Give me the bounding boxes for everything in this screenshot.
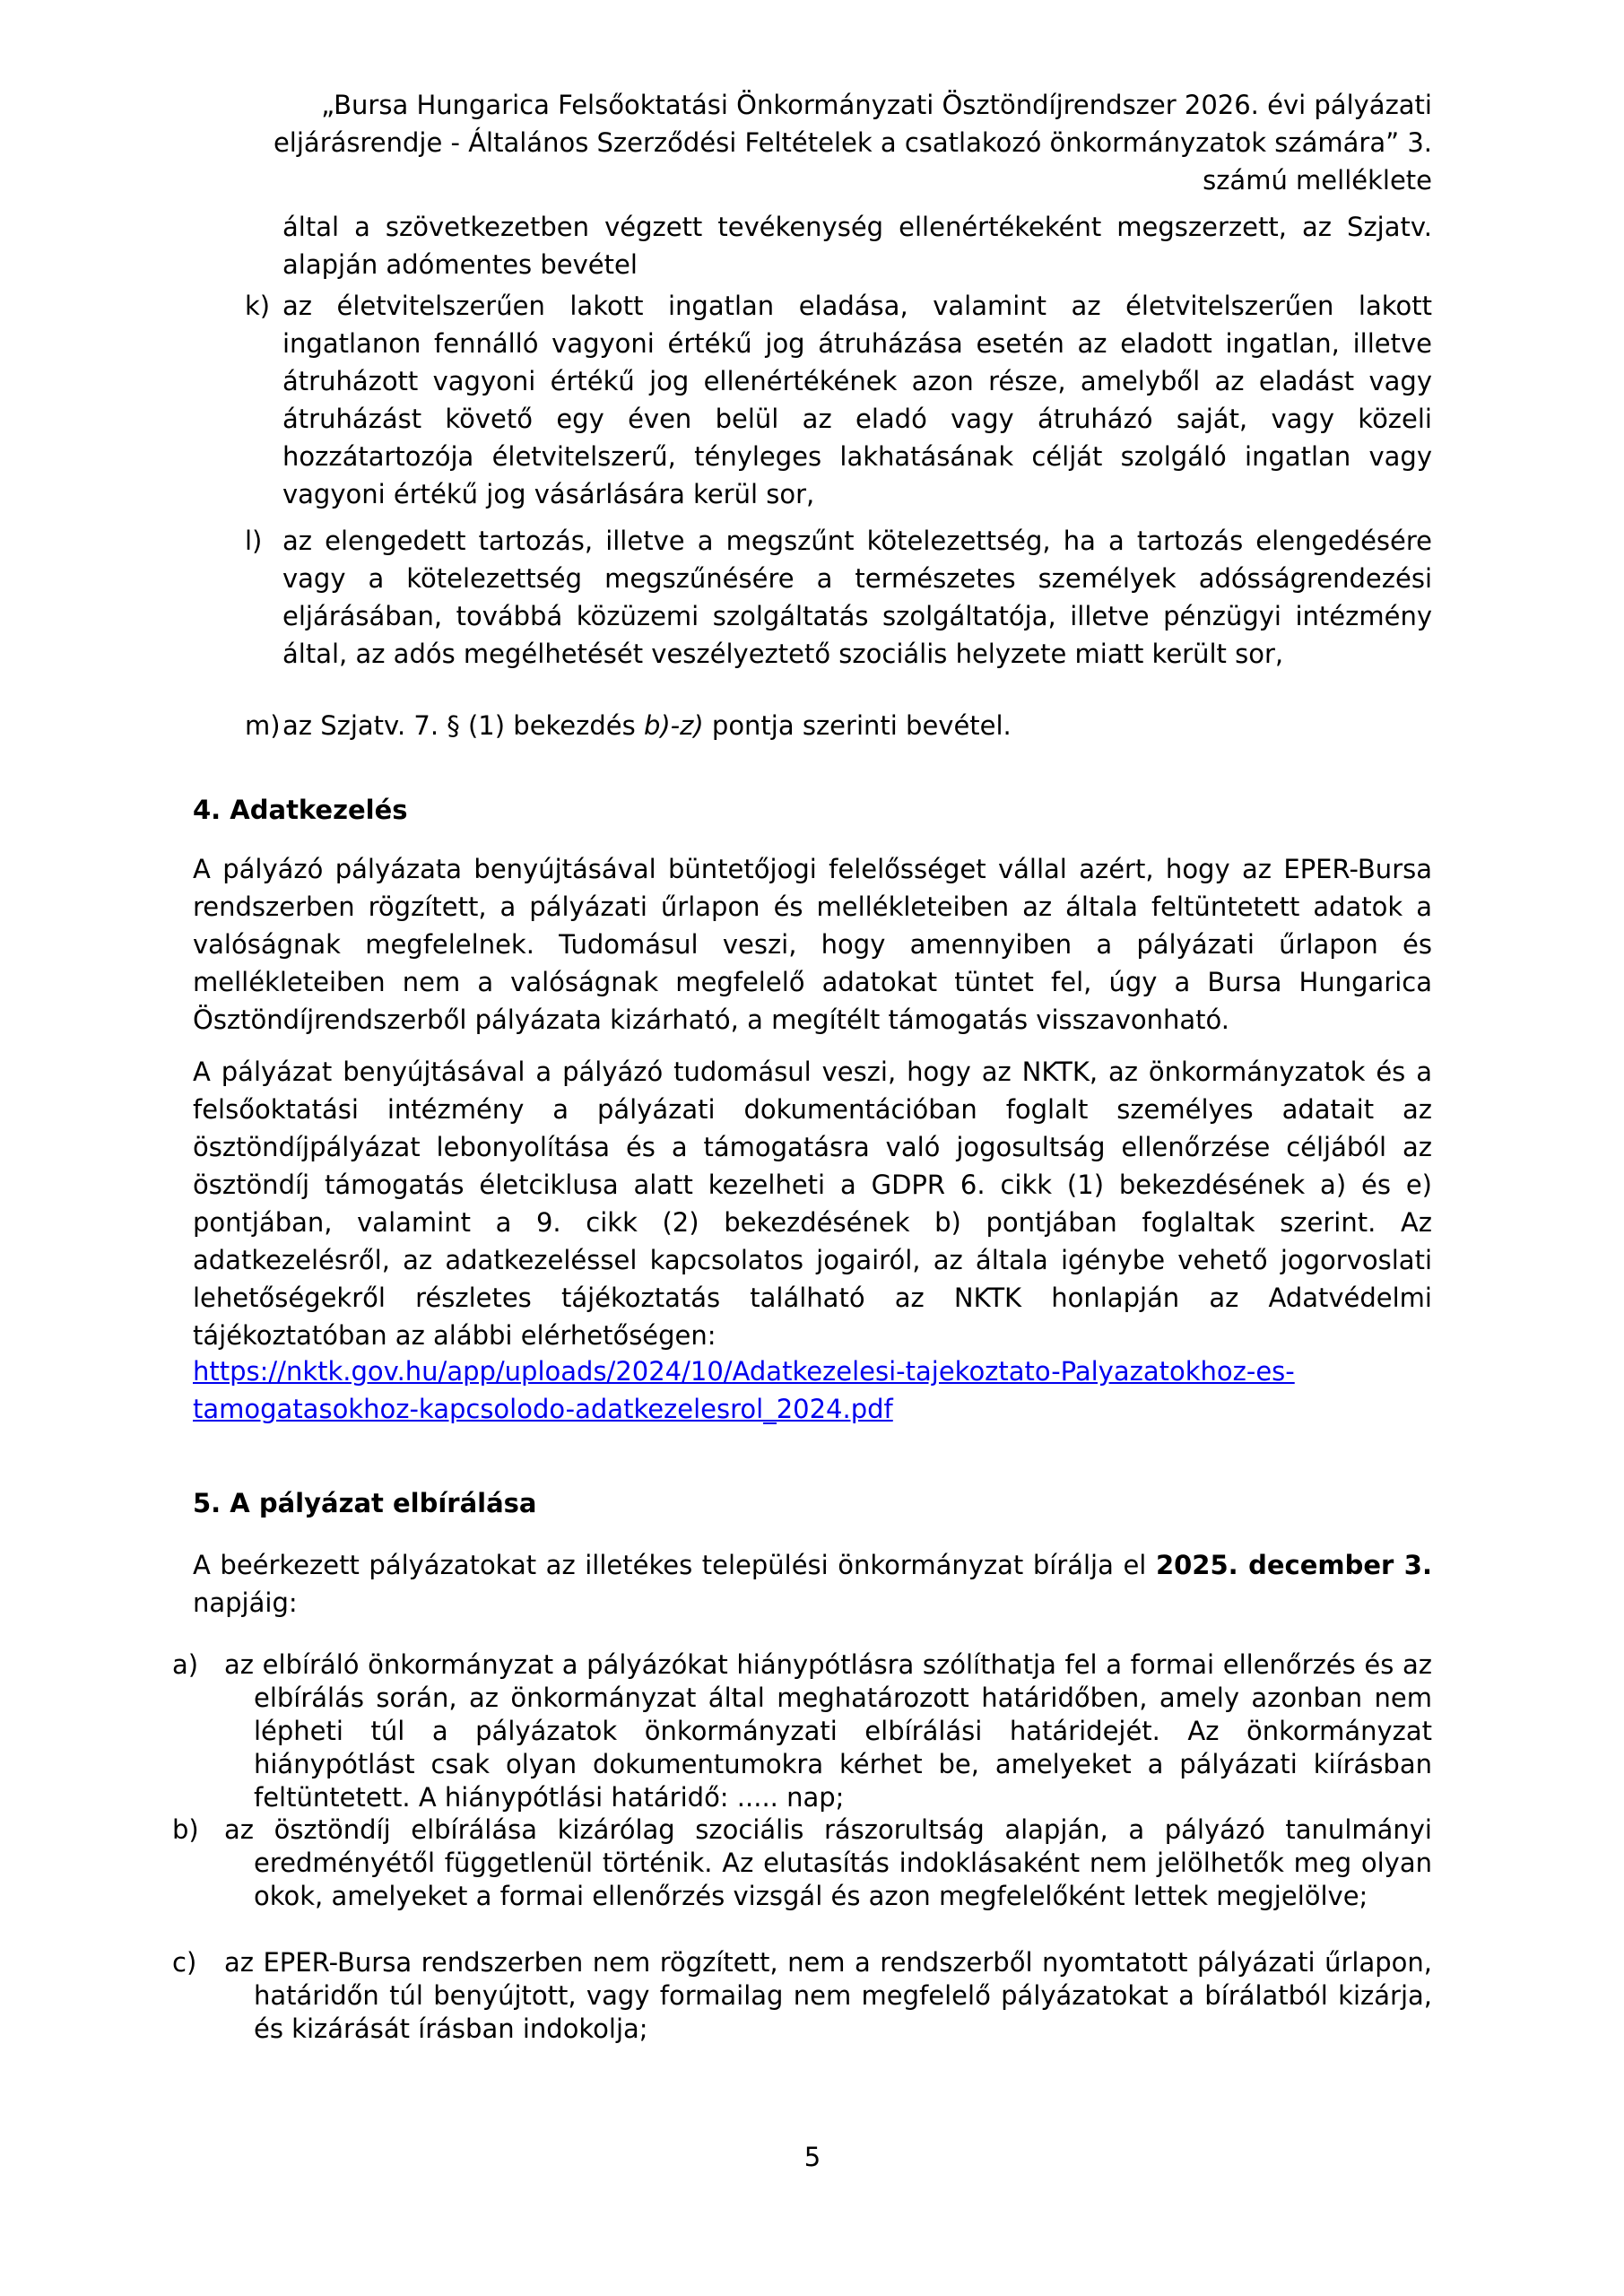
section5-intro-post: napjáig: [193,1587,298,1618]
list-item-a-text: az elbíráló önkormányzat a pályázókat hiánypótlásra szólíthatja fel a formai ellenőrzés és az elbírálás során, az önkormányzat által meghatározott határidőben, amely azonban nem lépheti túl a pályázatok önkormányzati elbírálási határidejét. Az önkormányzat hiánypótlást csak olyan dokumentumokra kérhet be, amelyeket a pályázati kiírásban feltüntetett. A hiánypótlási határidő: ..... nap; [224,1649,1432,1813]
list-item-m-text [282,710,1012,741]
continuation-paragraph: által a szövetkezetben végzett tevékenység ellenértékeként megszerzett, az Szjatv. alapján adómentes bevétel [282,212,1432,280]
list-item-l-text: az elengedett tartozás, illetve a megszűnt kötelezettség, ha a tartozás elengedésére vagy a kötelezettség megszűnésére a természetes személyek adósságrendezési eljárásában, továbbá közüzemi szolgáltatás szolgáltatója, illetve pénzügyi intézmény által, az adós megélhetését veszélyeztető szociális helyzete miatt került sor, [282,526,1432,669]
list-item-m-text-pre: az Szjatv. 7. § (1) bekezdés [282,710,644,741]
list-item-a: a) az elbíráló önkormányzat a pályázókat hiánypótlásra szólíthatja fel a formai ellenőrzés és az elbírálás során, az önkormányzat által meghatározott határidőben, amely azonban nem lépheti túl a pályázatok önkormányzati elbírálási határidejét. Az önkormányzat hiánypótlást csak olyan dokumentumokra kérhet be, amelyeket a pályázati kiírásban feltüntetett. A hiánypótlási határidő: ..... nap; [172,1649,1432,1813]
section4-paragraph-2: A pályázat benyújtásával a pályázó tudomásul veszi, hogy az NKTK, az önkormányzatok és a felsőoktatási intézmény a pályázati dokumentációban foglalt személyes adatait az ösztöndíjpályázat lebonyolítása és a támogatásra való jogosultság ellenőrzése céljából az ösztöndíj támogatás életciklusa alatt kezelheti a GDPR 6. cikk (1) bekezdésének a) és e) pontjában, valamint a 9. cikk (2) bekezdésének b) pontjában foglaltak szerint. Az adatkezelésről, az adatkezeléssel kapcsolatos jogairól, az általa igénybe vehető jogorvoslati lehetőségekről részletes tájékoztatás található az NKTK honlapján az Adatvédelmi tájékoztatóban az alábbi elérhetőségen: [193,1057,1432,1351]
section5-deadline: 2025. december 3. [1155,1550,1432,1580]
section5-intro-pre: A beérkezett pályázatokat az illetékes települési önkormányzat bírálja el [193,1550,1156,1580]
list-item-l [193,522,1432,673]
document-header: „Bursa Hungarica Felsőoktatási Önkormányzati Ösztöndíjrendszer 2026. évi pályázati eljárásrendje - Általános Szerződési Feltételek a csatlakozó önkormányzatok számára” 3. számú melléklete [273,90,1432,196]
list-item-b-text: az ösztöndíj elbírálása kizárólag szociális rászorultság alapján, a pályázó tanulmányi eredményétől függetlenül történik. Az elutasítás indoklásaként nem jelölhetők meg olyan okok, amelyeket a formai ellenőrzés vizsgál és azon megfelelőként lettek megjelölve; [224,1814,1432,1911]
list-item-c-text: az EPER-Bursa rendszerben nem rögzített, nem a rendszerből nyomtatott pályázati űrlapon, határidőn túl benyújtott, vagy formailag nem megfelelő pályázatokat a bírálatból kizárja, és kizárását írásban indokolja; [224,1947,1432,2044]
list-item-m-text-post: pontja szerinti bevétel. [703,710,1012,741]
list-marker-m: m) [245,710,281,741]
list-item-b: b) az ösztöndíj elbírálása kizárólag szociális rászorultság alapján, a pályázó tanulmányi eredményétől függetlenül történik. Az elutasítás indoklásaként nem jelölhetők meg olyan okok, amelyeket a formai ellenőrzés vizsgál és azon megfelelőként lettek megjelölve; [172,1814,1432,1911]
section-heading-elbiralasa: 5. A pályázat elbírálása [193,1488,537,1518]
list-item-m [193,707,1432,744]
list-item-k-text: az életvitelszerűen lakott ingatlan eladása, valamint az életvitelszerűen lakott ingatlanon fennálló vagyoni értékű jog átruházása esetén az eladott ingatlan, illetve átruházott vagyoni értékű jog ellenértékének azon része, amelyből az eladást vagy átruházást követő egy éven belül az eladó vagy átruházó saját, vagy közeli hozzátartozója életvitelszerű, tényleges lakhatásának célját szolgáló ingatlan vagy vagyoni értékű jog vásárlására kerül sor, [282,291,1432,509]
section5-intro [193,1546,1432,1622]
privacy-policy-link[interactable]: https://nktk.gov.hu/app/uploads/2024/10/Adatkezelesi-tajekoztato-Palyazatokhoz-es-tamogatasokhoz-kapcsolodo-adatkezelesrol_2024.pdf [193,1356,1295,1424]
list-marker-l: l) [245,526,263,556]
section4-paragraph-1: A pályázó pályázata benyújtásával büntetőjogi felelősséget vállal azért, hogy az EPER-Bursa rendszerben rögzített, a pályázati űrlapon és mellékleteiben az általa feltüntetett adatok a valóságnak megfelelnek. Tudomásul veszi, hogy amennyiben a pályázati űrlapon és mellékleteiben nem a valóságnak megfelelő adatokat tüntet fel, úgy a Bursa Hungarica Ösztöndíjrendszerből pályázata kizárható, a megítélt támogatás visszavonható. [193,854,1432,1035]
list-item-c: c) az EPER-Bursa rendszerben nem rögzített, nem a rendszerből nyomtatott pályázati űrlapon, határidőn túl benyújtott, vagy formailag nem megfelelő pályázatokat a bírálatból kizárja, és kizárását írásban indokolja; [172,1947,1432,2044]
list-item-k [193,287,1432,513]
page-number: 5 [803,2142,821,2172]
section-heading-adatkezeles: 4. Adatkezelés [193,795,408,825]
list-item-m-citation: b)-z) [643,710,704,741]
list-marker-k: k) [245,291,271,321]
